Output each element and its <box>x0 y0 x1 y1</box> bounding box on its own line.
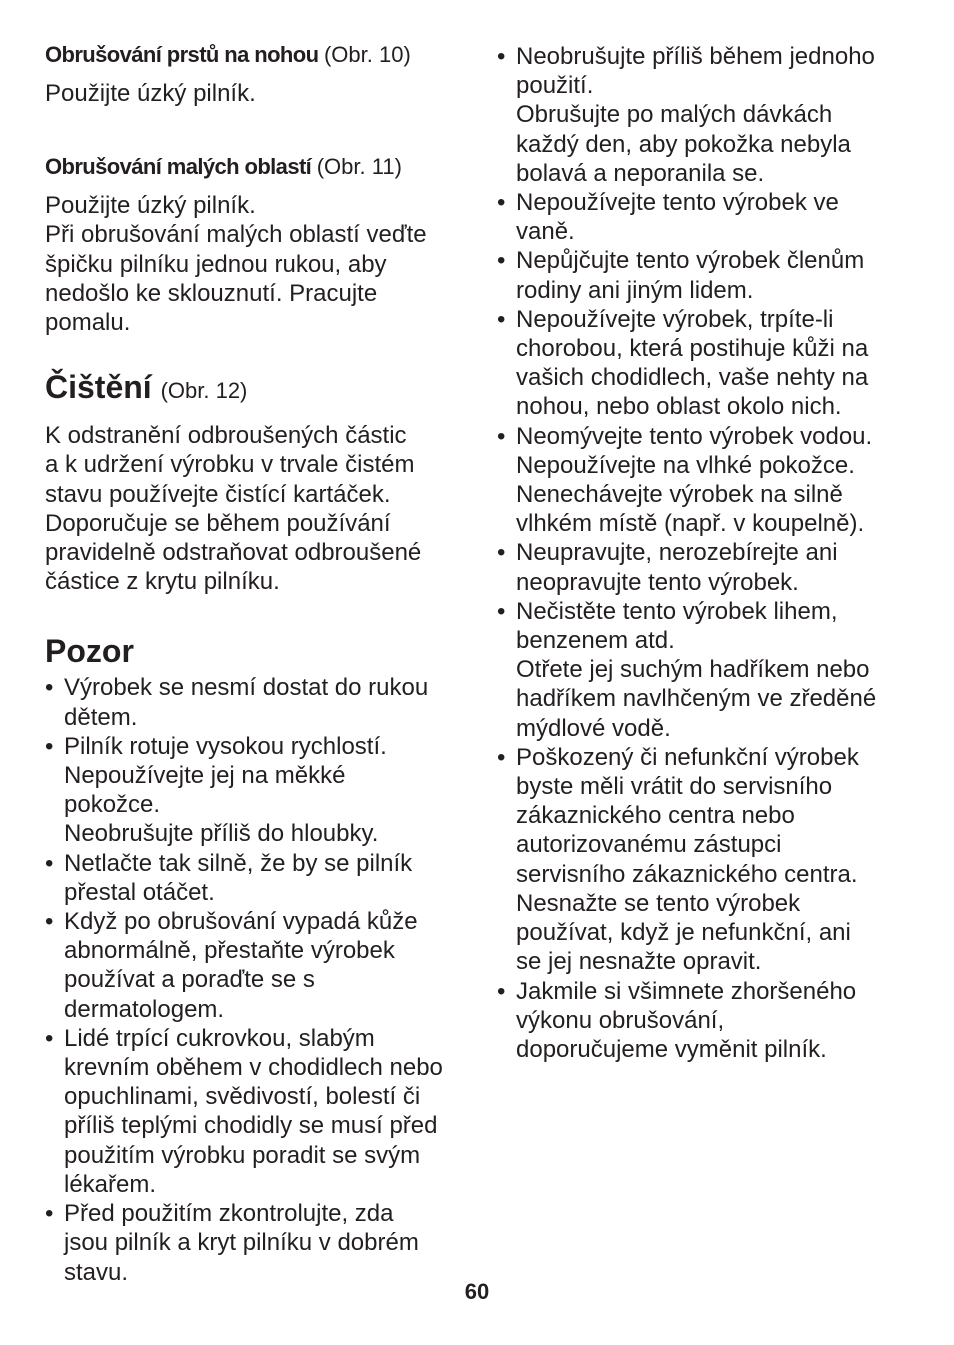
list-item-text: Lidé trpící cukrovkou, slabým krevním oběhem v chodidlech nebo opuchlinami, svědivostí, bolestí či příliš teplými chodidly se musí před použitím výrobku poradit se svým lékařem. <box>64 1024 443 1198</box>
list-item-text: Nepoužívejte tento výrobek ve vaně. <box>516 189 839 246</box>
list-item-text: Netlačte tak silně, že by se pilník přestal otáčet. <box>64 849 413 906</box>
caution-heading: Pozor <box>45 633 134 670</box>
list-item-text: Neobrušujte příliš během jednoho použití. Obrušujte po malých dávkách každý den, aby pokožka nebyla bolavá a neporanila se. <box>516 43 875 187</box>
toe-filing-text: Použijte úzký pilník. <box>45 80 256 107</box>
list-item <box>497 538 927 596</box>
list-item <box>497 188 927 246</box>
list-item-text: Jakmile si všimnete zhoršeného výkonu obrušování, doporučujeme vyměnit pilník. <box>516 977 857 1063</box>
bullet-icon: • <box>45 908 54 936</box>
small-areas-text: Použijte úzký pilník. Při obrušování malých oblastí veďte špičku pilníku jednou rukou, aby nedošlo ke sklouznutí. Pracujte pomalu. <box>45 192 427 337</box>
list-item-text: Nečistěte tento výrobek lihem, benzenem atd. Otřete jej suchým hadříkem nebo hadříkem navlhčeným ve zředěné mýdlové vodě. <box>516 597 877 742</box>
list-item <box>45 732 465 849</box>
list-item <box>497 305 927 422</box>
list-item <box>45 673 465 731</box>
list-item <box>45 907 465 1024</box>
bullet-icon: • <box>497 977 506 1005</box>
bullet-icon: • <box>497 189 506 217</box>
list-item-text: Pilník rotuje vysokou rychlostí. Nepoužívejte jej na měkké pokožce. Neobrušujte příliš do hloubky. <box>64 732 387 848</box>
bullet-icon: • <box>497 539 506 567</box>
list-item-text: Výrobek se nesmí dostat do rukou dětem. <box>64 674 429 731</box>
bullet-icon: • <box>45 674 54 702</box>
list-item <box>497 977 927 1065</box>
cleaning-figure-ref: (Obr. 12) <box>160 378 248 404</box>
list-item-text: Před použitím zkontrolujte, zda jsou pilník a kryt pilníku v dobrém stavu. <box>64 1200 419 1286</box>
list-item <box>497 743 927 977</box>
small-areas-title: Obrušování malých oblastí <box>45 154 312 180</box>
cleaning-heading <box>45 367 465 411</box>
right-column <box>497 42 927 1064</box>
bullet-icon: • <box>497 305 506 333</box>
list-item <box>497 597 927 743</box>
list-item <box>45 1199 465 1287</box>
left-column <box>45 40 465 1287</box>
toe-filing-figure-ref: (Obr. 10) <box>323 42 411 67</box>
bullet-icon: • <box>497 247 506 275</box>
bullet-icon: • <box>497 597 506 625</box>
page-number: 60 <box>464 1279 490 1304</box>
list-item-text: Když po obrušování vypadá kůže abnormálně, přestaňte výrobek používat a poraďte se s dermatologem. <box>64 908 418 1023</box>
list-item <box>45 1024 465 1199</box>
toe-filing-heading <box>45 40 465 69</box>
caution-list-right <box>497 42 927 1064</box>
bullet-icon: • <box>45 1024 54 1052</box>
list-item <box>45 849 465 907</box>
cleaning-title: Čištění <box>45 369 152 406</box>
list-item-text: Neomývejte tento výrobek vodou. Nepoužívejte na vlhké pokožce. Nenechávejte výrobek na silně vlhkém místě (např. v koupelně). <box>516 422 873 538</box>
small-areas-figure-ref: (Obr. 11) <box>316 154 402 180</box>
bullet-icon: • <box>497 422 506 450</box>
bullet-icon: • <box>497 43 506 70</box>
list-item-text: Nepoužívejte výrobek, trpíte-li chorobou, která postihuje kůži na vašich chodidlech, vaše nehty na nohou, nebo oblast okolo nich. <box>516 305 869 421</box>
bullet-icon: • <box>45 732 54 760</box>
caution-list-left <box>45 673 465 1286</box>
bullet-icon: • <box>497 743 506 771</box>
list-item <box>497 422 927 539</box>
list-item-text: Poškozený či nefunkční výrobek byste měli vrátit do servisního zákaznického centra nebo autorizovanému zástupci servisního zákaznického centra. Nesnažte se tento výrobek používat, když je nefunkční, ani se jej nesnažte opravit. <box>516 743 859 976</box>
list-item-text: Neupravujte, nerozebírejte ani neopravujte tento výrobek. <box>516 539 838 596</box>
cleaning-text: K odstranění odbroušených částic a k udržení výrobku v trvale čistém stavu používejte čistící kartáček. Doporučuje se během používání pravidelně odstraňovat odbroušené částice z krytu pilníku. <box>45 422 422 596</box>
toe-filing-title: Obrušování prstů na nohou <box>45 42 319 67</box>
bullet-icon: • <box>45 849 54 877</box>
list-item <box>497 42 927 188</box>
list-item <box>497 246 927 304</box>
small-areas-heading <box>45 152 465 181</box>
list-item-text: Nepůjčujte tento výrobek členům rodiny ani jiným lidem. <box>516 247 865 304</box>
bullet-icon: • <box>45 1200 54 1228</box>
